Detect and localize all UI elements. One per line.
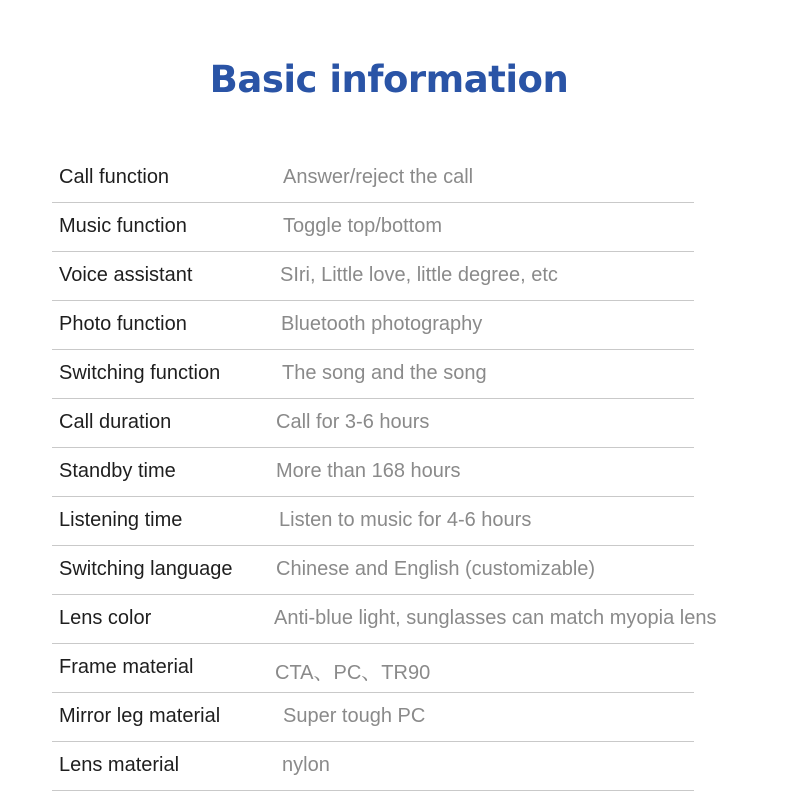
- row-value: Toggle top/bottom: [283, 215, 442, 237]
- row-value: Chinese and English (customizable): [276, 558, 596, 580]
- row-label: Frame material: [59, 656, 194, 678]
- spec-table: [52, 154, 717, 791]
- row-label: Mirror leg material: [59, 705, 221, 727]
- table-row: [52, 497, 694, 546]
- row-label: Switching function: [59, 362, 221, 384]
- row-value: Anti-blue light, sunglasses can match myopia lens: [274, 607, 717, 629]
- row-value: Call for 3-6 hours: [276, 411, 430, 433]
- table-row: [52, 742, 694, 791]
- row-label: Music function: [59, 215, 187, 237]
- row-label: Voice assistant: [59, 264, 193, 286]
- row-label: Listening time: [59, 509, 183, 531]
- row-label: Call function: [59, 166, 170, 188]
- table-row: [52, 154, 694, 203]
- row-value: The song and the song: [282, 362, 487, 384]
- table-row: [52, 693, 694, 742]
- table-row: [52, 203, 694, 252]
- page-title: Basic information: [209, 58, 569, 101]
- row-value: Listen to music for 4-6 hours: [279, 509, 532, 531]
- row-label: Standby time: [59, 460, 176, 482]
- table-row: [52, 301, 694, 350]
- row-label: Lens material: [59, 754, 180, 776]
- row-label: Photo function: [59, 313, 187, 335]
- row-label: Lens color: [59, 607, 152, 629]
- row-label: Call duration: [59, 411, 172, 433]
- row-value: nylon: [282, 754, 330, 776]
- row-value: Bluetooth photography: [281, 313, 483, 335]
- row-value: More than 168 hours: [276, 460, 461, 482]
- table-row: [52, 448, 694, 497]
- table-row: [52, 546, 694, 595]
- row-value: Answer/reject the call: [283, 166, 474, 188]
- row-value: Super tough PC: [283, 705, 426, 727]
- table-row: [52, 350, 694, 399]
- table-row: [52, 644, 694, 693]
- row-value: SIri, Little love, little degree, etc: [280, 264, 558, 286]
- table-row: [52, 595, 717, 644]
- table-row: [52, 399, 694, 448]
- row-label: Switching language: [59, 558, 233, 580]
- table-row: [52, 252, 694, 301]
- row-value: CTA、PC、TR90: [275, 662, 431, 684]
